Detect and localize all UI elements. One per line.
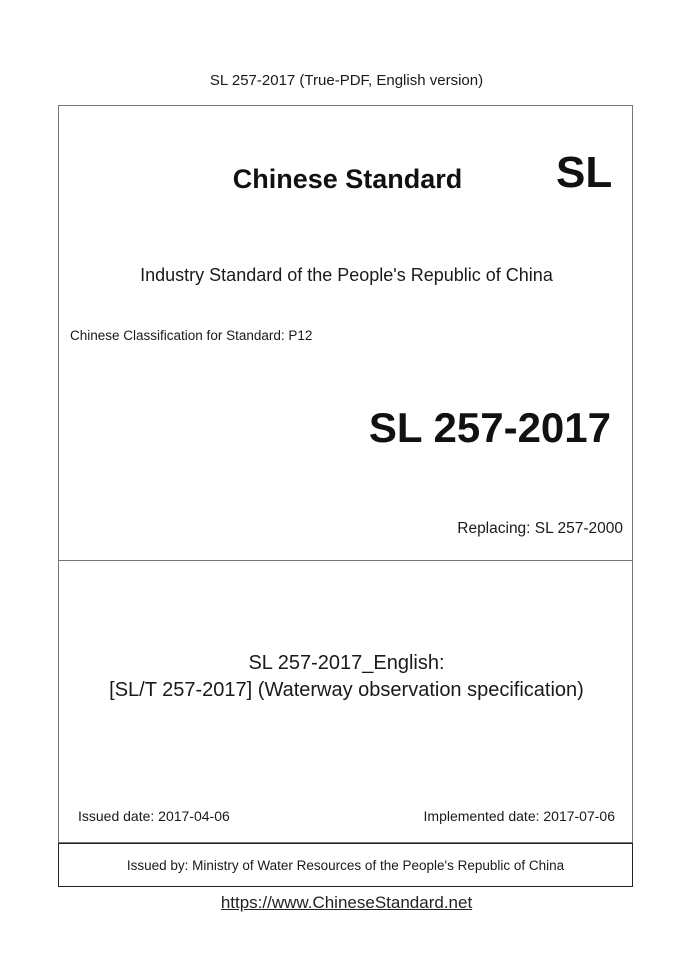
issuer-box: [58, 843, 633, 887]
replacing-label: Replacing: SL 257-2000: [457, 520, 623, 537]
issued-date: Issued date: 2017-04-06: [78, 808, 230, 824]
english-title-line2: [SL/T 257-2017] (Waterway observation specification): [109, 679, 584, 701]
document-header-title: SL 257-2017 (True-PDF, English version): [209, 72, 484, 89]
standard-mark: SL: [556, 148, 613, 197]
standard-number: SL 257-2017: [368, 404, 611, 451]
standard-title: Chinese Standard: [232, 164, 463, 194]
classification-label: Chinese Classification for Standard: P12: [70, 328, 313, 343]
english-title-line1: SL 257-2017_English:: [248, 652, 445, 674]
implemented-date: Implemented date: 2017-07-06: [423, 808, 615, 824]
industry-standard-label: Industry Standard of the People's Republic of China: [140, 265, 553, 285]
website-link[interactable]: https://www.ChineseStandard.net: [220, 893, 473, 912]
issuer-text: Issued by: Ministry of Water Resources of the People's Republic of China: [126, 857, 565, 873]
